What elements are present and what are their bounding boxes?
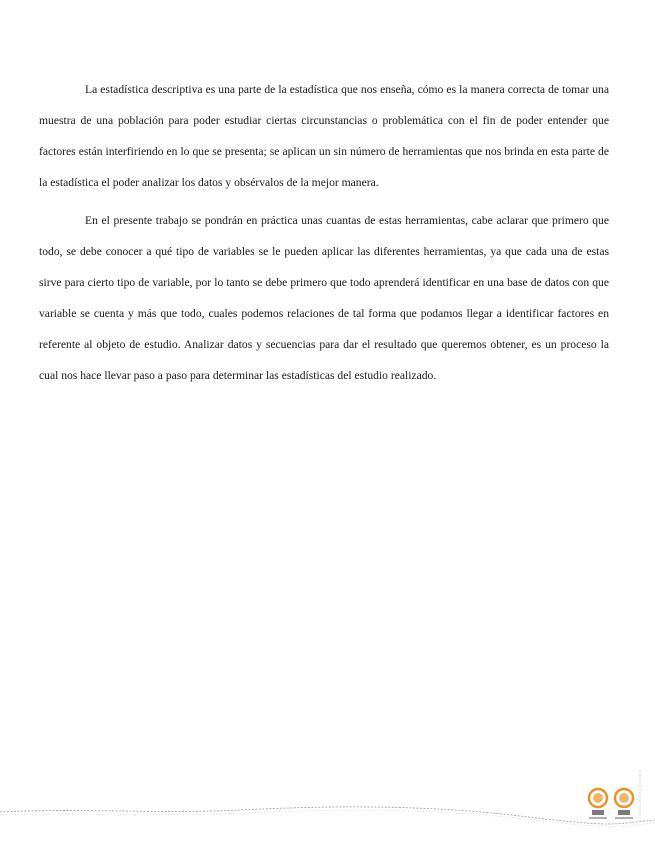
paragraph-work: En el presente trabajo se pondrán en práctica unas cuantas de estas herramientas, cabe aclarar que primero que todo, se debe conocer a qué tipo de variables se le pueden aplicar las diferentes herramientas, ya que cada una de estas sirve para cierto tipo de variable, por lo tanto se debe primero que todo aprenderá identificar en una base de datos con que variable se cuenta y más que todo, cuales podemos relaciones de tal forma que podamos llegar a identificar factores en referente al objeto de estudio. Analizar datos y secuencias para dar el resultado que queremos obtener, es un proceso la cual nos hace llevar paso a paso para determinar las estadísticas del estudio realizado. [39,214,609,382]
certification-seal-icon [589,789,607,819]
vertical-fine-print-mark [637,770,643,820]
footer-wave-decoration [0,790,655,848]
certification-seal-icon [615,789,633,819]
document-body [39,74,609,391]
certification-seals [584,783,644,825]
paragraph-intro: La estadística descriptiva es una parte de la estadística que nos enseña, cómo es la manera correcta de tomar una muestra de una población para poder estudiar ciertas circunstancias o problemática con el fin de poder entender que factores están interfiriendo en lo que se presenta; se aplican un sin número de herramientas que nos brinda en esta parte de la estadística el poder analizar los datos y obsérvalos de la mejor manera. [39,83,609,189]
